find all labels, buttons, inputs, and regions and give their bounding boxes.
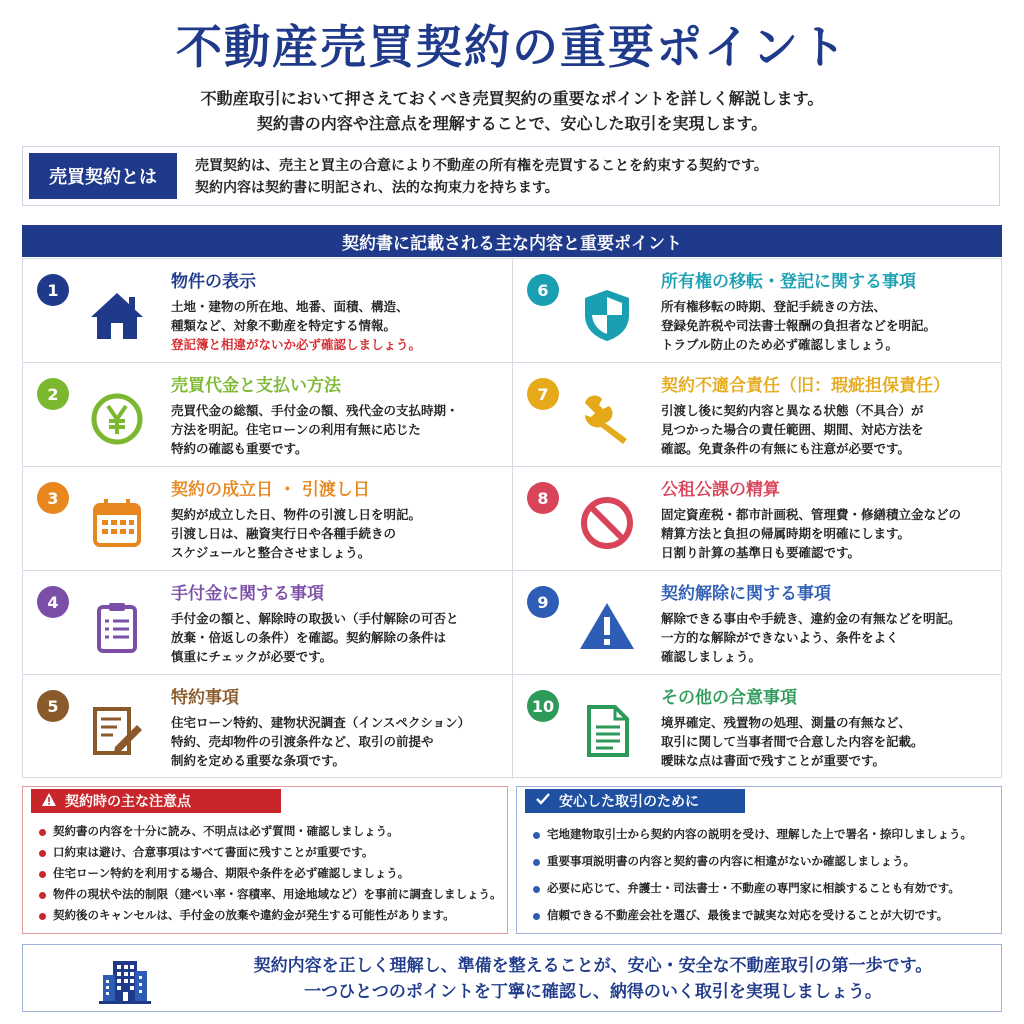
- point-number-badge: 9: [527, 586, 559, 618]
- section-header: 契約書に記載される主な内容と重要ポイント: [22, 225, 1002, 257]
- point-description: [661, 297, 991, 354]
- description-line: 土地・建物の所在地、地番、面積、構造、: [171, 299, 409, 314]
- warning-triangle-icon: [41, 792, 57, 811]
- page-subtitle: [0, 86, 1024, 136]
- footer-text: [213, 953, 973, 1005]
- point-description: [171, 505, 501, 562]
- description-line: 特約の確認も重要です。: [171, 441, 308, 456]
- description-line: 確認。免責条件の有無にも注意が必要です。: [661, 441, 911, 456]
- description-line: 引渡し日は、融資実行日や各種手続きの: [171, 526, 397, 541]
- point-item-8: [512, 467, 1002, 571]
- point-title: 所有権の移転・登記に関する事項: [661, 272, 916, 292]
- point-description: [661, 505, 991, 562]
- point-item-6: [512, 259, 1002, 363]
- point-description: [661, 713, 991, 770]
- point-title: その他の合意事項: [661, 688, 797, 708]
- point-number-badge: 2: [37, 378, 69, 410]
- document-pen-icon: [87, 701, 147, 761]
- point-item-1: [23, 259, 513, 363]
- point-description: [661, 609, 991, 666]
- caution-item: 契約後のキャンセルは、手付金の放棄や違約金が発生する可能性があります。: [35, 905, 502, 926]
- point-number-badge: 8: [527, 482, 559, 514]
- warning-note: 登記簿と相違がないか必ず確認しましょう。: [171, 337, 422, 352]
- clipboard-icon: [87, 597, 147, 657]
- description-line: 慎重にチェックが必要です。: [171, 649, 333, 664]
- point-number-badge: 1: [37, 274, 69, 306]
- house-icon: [87, 285, 147, 345]
- description-line: 引渡し後に契約内容と異なる状態（不具合）が: [661, 403, 924, 418]
- description-line: 精算方法と負担の帰属時期を明確にします。: [661, 526, 911, 541]
- caution-item: 口約束は避け、合意事項はすべて書面に残すことが重要です。: [35, 842, 502, 863]
- description-line: 曖昧な点は書面で残すことが重要です。: [661, 753, 886, 768]
- definition-line: 契約内容は契約書に明記され、法的な拘束力を持ちます。: [195, 180, 559, 196]
- caution-item: 契約書の内容を十分に読み、不明点は必ず質問・確認しましょう。: [35, 821, 502, 842]
- description-line: スケジュールと整合させましょう。: [171, 545, 371, 560]
- point-number-badge: 10: [527, 690, 559, 722]
- safety-item: 宅地建物取引士から契約内容の説明を受け、理解した上で署名・捺印しましょう。: [529, 821, 972, 848]
- caution-item: 住宅ローン特約を利用する場合、期限や条件を必ず確認しましょう。: [35, 863, 502, 884]
- yen-icon: [87, 389, 147, 449]
- point-item-7: [512, 363, 1002, 467]
- point-number-badge: 5: [37, 690, 69, 722]
- safety-item: 重要事項説明書の内容と契約書の内容に相違がないか確認しましょう。: [529, 848, 972, 875]
- point-description: [171, 713, 501, 770]
- point-description: [171, 401, 501, 458]
- point-item-5: [23, 675, 513, 779]
- description-line: 境界確定、残置物の処理、測量の有無など、: [661, 715, 912, 730]
- point-title: 特約事項: [171, 688, 239, 708]
- safety-box: [516, 786, 1002, 934]
- subtitle-line: 契約書の内容や注意点を理解することで、安心した取引を実現します。: [256, 114, 768, 133]
- caution-title: 契約時の主な注意点: [65, 794, 191, 810]
- point-description: [661, 401, 991, 458]
- caution-header: [31, 789, 281, 813]
- caution-box: [22, 786, 508, 934]
- description-line: 固定資産税・都市計画税、管理費・修繕積立金などの: [661, 507, 962, 522]
- description-line: 解除できる事由や手続き、違約金の有無などを明記。: [661, 611, 961, 626]
- footer-line: 契約内容を正しく理解し、準備を整えることが、安心・安全な不動産取引の第一歩です。: [253, 956, 933, 976]
- description-line: 確認しましょう。: [661, 649, 762, 664]
- description-line: 契約が成立した日、物件の引渡し日を明記。: [171, 507, 422, 522]
- definition-line: 売買契約は、売主と買主の合意により不動産の所有権を売買することを約束する契約です。: [195, 158, 768, 174]
- description-line: 住宅ローン特約、建物状況調査（インスペクション）: [171, 715, 471, 730]
- safety-item: 必要に応じて、弁護士・司法書士・不動産の専門家に相談することも有効です。: [529, 875, 972, 902]
- definition-text: [195, 155, 985, 199]
- description-line: 特約、売却物件の引渡条件など、取引の前提や: [171, 734, 434, 749]
- point-title: 手付金に関する事項: [171, 584, 324, 604]
- footer-banner: [22, 944, 1002, 1012]
- description-line: 登録免許税や司法書士報酬の負担者などを明記。: [661, 318, 937, 333]
- description-line: 所有権移転の時期、登記手続きの方法、: [661, 299, 887, 314]
- point-description: [171, 297, 501, 354]
- shield-icon: [577, 285, 637, 345]
- description-line: 取引に関して当事者間で合意した内容を記載。: [661, 734, 924, 749]
- definition-box: [22, 146, 1000, 206]
- safety-header: [525, 789, 745, 813]
- wrench-icon: [577, 389, 637, 449]
- subtitle-line: 不動産取引において押さえておくべき売買契約の重要なポイントを詳しく解説します。: [200, 89, 824, 108]
- caution-item: 物件の現状や法的制限（建ぺい率・容積率、用途地域など）を事前に調査しましょう。: [35, 884, 502, 905]
- definition-label: 売買契約とは: [29, 153, 177, 199]
- document-icon: [577, 701, 637, 761]
- point-number-badge: 3: [37, 482, 69, 514]
- description-line: 一方的な解除ができないよう、条件をよく: [661, 630, 899, 645]
- warning-icon: [577, 597, 637, 657]
- safety-title: 安心した取引のために: [559, 794, 699, 810]
- building-icon: [99, 955, 151, 1005]
- description-line: 制約を定める重要な条項です。: [171, 753, 346, 768]
- description-line: 放棄・倍返しの条件）を確認。契約解除の条件は: [171, 630, 447, 645]
- point-item-4: [23, 571, 513, 675]
- description-line: 種類など、対象不動産を特定する情報。: [171, 318, 397, 333]
- point-title: 物件の表示: [171, 272, 256, 292]
- point-item-9: [512, 571, 1002, 675]
- calendar-icon: [87, 493, 147, 553]
- point-title: 契約の成立日 ・ 引渡し日: [171, 480, 370, 500]
- description-line: 日割り計算の基準日も要確認です。: [661, 545, 861, 560]
- description-line: 方法を明記。住宅ローンの利用有無に応じた: [171, 422, 421, 437]
- point-number-badge: 4: [37, 586, 69, 618]
- point-item-10: [512, 675, 1002, 779]
- point-title: 契約解除に関する事項: [661, 584, 831, 604]
- point-number-badge: 6: [527, 274, 559, 306]
- point-title: 公租公課の精算: [661, 480, 780, 500]
- point-item-2: [23, 363, 513, 467]
- description-line: 売買代金の総額、手付金の額、残代金の支払時期・: [171, 403, 459, 418]
- point-item-3: [23, 467, 513, 571]
- prohibited-icon: [577, 493, 637, 553]
- point-title: 売買代金と支払い方法: [171, 376, 341, 396]
- point-title: 契約不適合責任（旧：瑕疵担保責任）: [661, 376, 950, 396]
- page-title: 不動産売買契約の重要ポイント: [176, 20, 848, 74]
- description-line: 見つかった場合の責任範囲、期間、対応方法を: [661, 422, 924, 437]
- safety-list: [529, 821, 972, 929]
- point-description: [171, 609, 501, 666]
- points-grid: [22, 258, 1002, 778]
- description-line: 手付金の額と、解除時の取扱い（手付解除の可否と: [171, 611, 459, 626]
- point-number-badge: 7: [527, 378, 559, 410]
- checkmark-icon: [535, 792, 551, 810]
- description-line: トラブル防止のため必ず確認しましょう。: [661, 337, 899, 352]
- caution-list: [35, 821, 502, 926]
- safety-item: 信頼できる不動産会社を選び、最後まで誠実な対応を受けることが大切です。: [529, 902, 972, 929]
- footer-line: 一つひとつのポイントを丁寧に確認し、納得のいく取引を実現しましょう。: [304, 982, 882, 1002]
